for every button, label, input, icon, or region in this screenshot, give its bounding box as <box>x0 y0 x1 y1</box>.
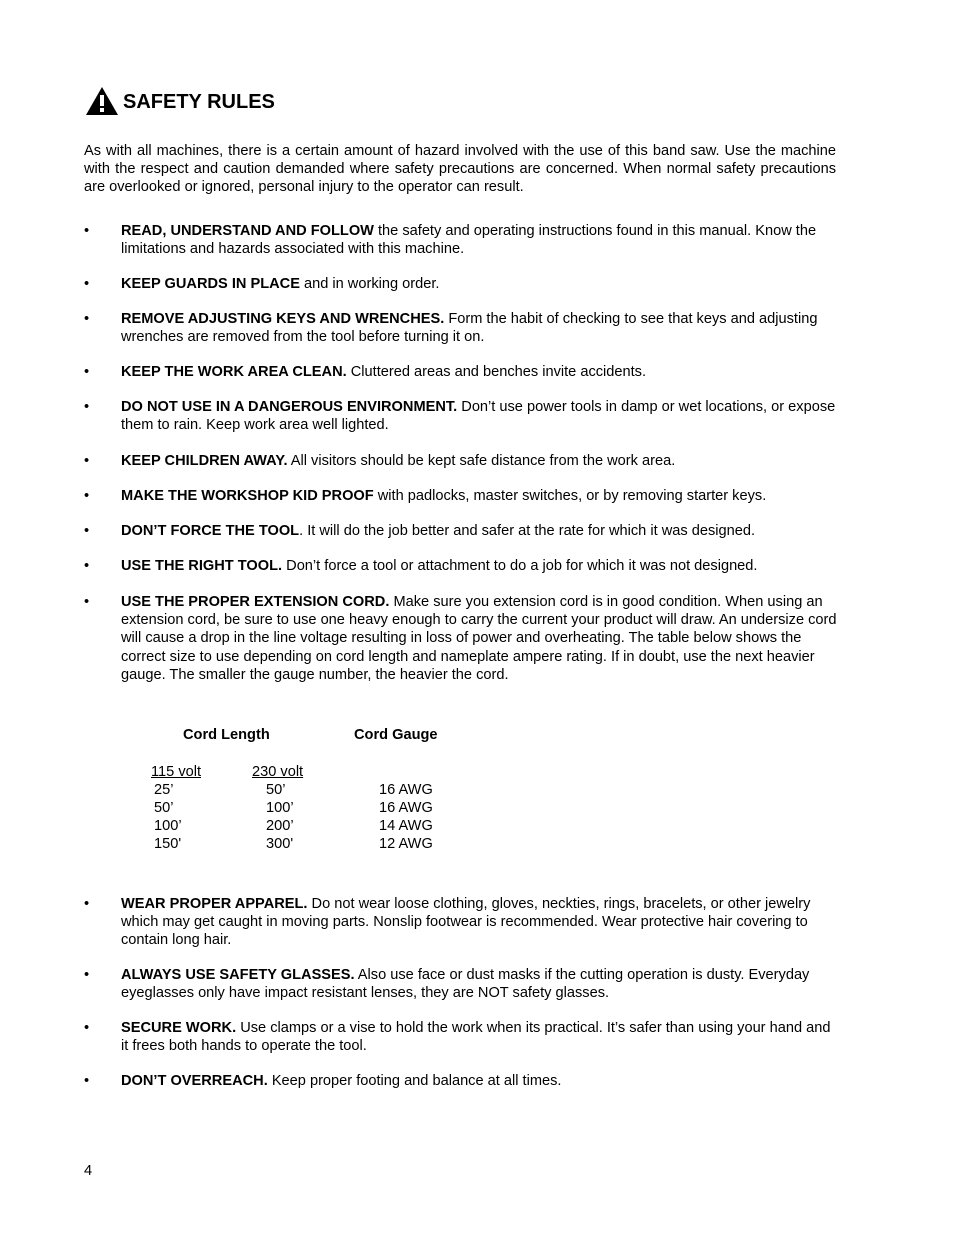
bullet-icon: • <box>84 523 90 539</box>
cell-gauge: 12 AWG <box>379 836 433 852</box>
rule-title: DO NOT USE IN A DANGEROUS ENVIRONMENT. <box>121 399 458 415</box>
bullet-icon: • <box>84 276 90 292</box>
page-number: 4 <box>84 1163 93 1179</box>
cell-230: 300' <box>266 836 294 852</box>
bullet-icon: • <box>84 967 90 983</box>
bullet-icon: • <box>84 558 90 574</box>
rule-body: Keep proper footing and balance at all times. <box>267 1073 562 1089</box>
rule-body: Also use face or dust masks if the cutting operation is dusty. Everyday eyeglasses only have impact resistant lenses, they are NOT safety glasses. <box>121 967 810 1002</box>
rule-title: REMOVE ADJUSTING KEYS AND WRENCHES. <box>121 311 445 327</box>
cell-230: 200’ <box>266 818 294 834</box>
rule-title: KEEP CHILDREN AWAY. <box>121 453 288 469</box>
cell-115: 100’ <box>154 818 182 834</box>
rule-title: MAKE THE WORKSHOP KID PROOF <box>121 488 374 504</box>
rule-item <box>84 966 836 1002</box>
header-cord-length: Cord Length <box>183 727 270 743</box>
cell-gauge: 16 AWG <box>379 782 433 798</box>
cell-gauge: 16 AWG <box>379 800 433 816</box>
cell-gauge: 14 AWG <box>379 818 433 834</box>
rule-title: KEEP GUARDS IN PLACE <box>121 276 300 292</box>
rule-title: WEAR PROPER APPAREL. <box>121 896 308 912</box>
rule-title: READ, UNDERSTAND AND FOLLOW <box>121 223 374 239</box>
bullet-icon: • <box>84 399 90 415</box>
rule-item <box>84 557 836 575</box>
rule-title: ALWAYS USE SAFETY GLASSES. <box>121 967 355 983</box>
rule-title: USE THE RIGHT TOOL. <box>121 558 283 574</box>
intro-paragraph: As with all machines, there is a certain amount of hazard involved with the use of this band saw. Use the machine with the respect and caution demanded where safety precautions are concerned. When normal safety precautions are overlooked or ignored, personal injury to the operator can result. <box>84 143 836 196</box>
subheader-115-volt: 115 volt <box>151 764 202 780</box>
rule-item <box>84 275 836 293</box>
rule-title: USE THE PROPER EXTENSION CORD. <box>121 594 390 610</box>
bullet-icon: • <box>84 594 90 610</box>
cell-115: 50’ <box>154 800 174 816</box>
warning-triangle-icon <box>85 86 119 116</box>
rule-item <box>84 363 836 381</box>
rule-item <box>84 487 836 505</box>
rule-item <box>84 593 836 684</box>
cell-115: 150' <box>154 836 182 852</box>
rule-title: DON’T FORCE THE TOOL <box>121 523 300 539</box>
rule-body: Cluttered areas and benches invite accidents. <box>346 364 647 380</box>
rule-body: and in working order. <box>299 276 440 292</box>
rule-body: Make sure you extension cord is in good condition. When using an extension cord, be sure to use one heavy enough to carry the current your product will draw. An undersize cord will cause a drop in the line voltage resulting in loss of power and overheating. The table below shows the correct size to use depending on cord length and nameplate ampere rating. If in doubt, use the next heavier gauge. The smaller the gauge number, the heavier the cord. <box>121 594 837 683</box>
rule-body: Don’t force a tool or attachment to do a job for which it was not designed. <box>282 558 758 574</box>
rule-item <box>84 522 836 540</box>
rule-item <box>84 1019 836 1055</box>
rule-body: . It will do the job better and safer at the rate for which it was designed. <box>299 523 756 539</box>
bullet-icon: • <box>84 896 90 912</box>
bullet-icon: • <box>84 453 90 469</box>
bullet-icon: • <box>84 1020 90 1036</box>
header-cord-gauge: Cord Gauge <box>354 727 438 743</box>
rule-body: Use clamps or a vise to hold the work when its practical. It’s safer than using your hand and it frees both hands to operate the tool. <box>121 1020 831 1055</box>
cell-115: 25’ <box>154 782 174 798</box>
rule-item <box>84 398 836 434</box>
rule-item <box>84 452 836 470</box>
extension-cord-table <box>150 724 470 864</box>
page-title: SAFETY RULES <box>123 91 275 113</box>
bullet-icon: • <box>84 311 90 327</box>
cell-230: 100’ <box>266 800 294 816</box>
rule-item <box>84 1072 836 1090</box>
subheader-230-volt: 230 volt <box>252 764 304 780</box>
rule-body: Form the habit of checking to see that keys and adjusting wrenches are removed from the tool before turning it on. <box>121 311 818 346</box>
rule-body: Do not wear loose clothing, gloves, neckties, rings, bracelets, or other jewelry which may get caught in moving parts. Nonslip footwear is recommended. Wear protective hair covering to contain long hair. <box>121 896 811 949</box>
rule-item <box>84 222 836 258</box>
rule-body: the safety and operating instructions found in this manual. Know the limitations and hazards associated with this machine. <box>121 223 817 258</box>
rule-title: SECURE WORK. <box>121 1020 237 1036</box>
rule-item <box>84 895 836 950</box>
rule-body: Don’t use power tools in damp or wet locations, or expose them to rain. Keep work area well lighted. <box>121 399 836 434</box>
bullet-icon: • <box>84 223 90 239</box>
cell-230: 50’ <box>266 782 286 798</box>
rule-title: KEEP THE WORK AREA CLEAN. <box>121 364 347 380</box>
section-heading <box>85 80 275 116</box>
rule-body: with padlocks, master switches, or by removing starter keys. <box>373 488 767 504</box>
rule-body: All visitors should be kept safe distance from the work area. <box>287 453 676 469</box>
rule-title: DON’T OVERREACH. <box>121 1073 268 1089</box>
bullet-icon: • <box>84 364 90 380</box>
bullet-icon: • <box>84 488 90 504</box>
bullet-icon: • <box>84 1073 90 1089</box>
rule-item <box>84 310 836 346</box>
